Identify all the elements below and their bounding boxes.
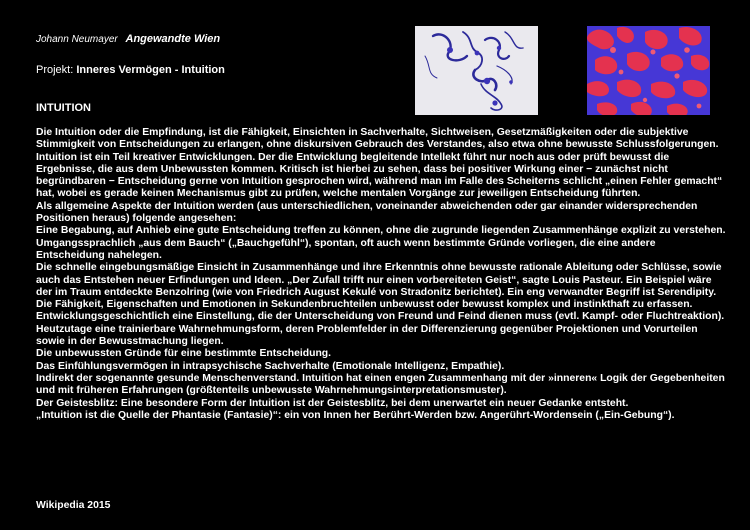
section-title: INTUITION [36,102,91,114]
project-line [36,64,225,76]
paragraph-aspect-perception: Die Fähigkeit, Eigenschaften und Emotionen in Sekundenbruchteilen unbewusst oder bewusst komplex und instinkthaft zu erfassen. Entwicklungsgeschichtlich eine Einstellung, die der Unterscheidung von Freund und Feind dienen muss (evtl. Kampf- oder Fluchtreaktion). Heutzutage eine trainierbare Wahrnehmungsform, deren Problemfelder in der Differenzierung gegenüber Projektionen und Vorurteilen sowie in der Bewusstmachung liegen. [36,299,725,348]
paragraph-aspect-brainwave: Der Geistesblitz: Eine besondere Form der Intuition ist der Geistesblitz, bei dem unerwartet ein neuer Gedanke entsteht. [36,397,629,409]
pattern-image [587,26,710,115]
paragraph-aspect-common-sense: Indirekt der sogenannte gesunde Menschenverstand. Intuition hat einen engen Zusammenhang mit der »inneren« Logik der Gegebenheiten und mit früheren Erfahrungen (größtenteils unbewusste Wahrnehmungsinterpretationsmuster). [36,372,725,397]
paragraph-definition: Die Intuition oder die Empfindung, ist die Fähigkeit, Einsichten in Sachverhalte, Sichtweisen, Gesetzmäßigkeiten oder die subjektive Stimmigkeit von Entscheidungen zu erlangen, ohne diskursiven Gebrauch des Verstandes, also etwa ohne bewusste Schlussfolgerungen. Intuition ist ein Teil kreativer Entwicklungen. Der die Entwicklung begleitende Intellekt führt nur noch aus oder prüft bewusst die Ergebnisse, die aus dem Unbewussten kommen. Kritisch ist hierbei zu sehen, dass bei positiver Wirkung einer − zunächst nicht begründbaren − Entscheidung gerne von Intuition gesprochen wird, während man im Falle des Scheiterns schlicht „einen Fehler gemacht“ hat, wobei es gerade keinen Mechanismus gibt zu prüfen, welche mentalen Vorgänge zur jeweiligen Entscheidung führten. [36,127,723,200]
paragraph-aspect-unconscious: Die unbewussten Gründe für eine bestimmte Entscheidung. [36,348,332,360]
paragraph-aspect-talent: Eine Begabung, auf Anhieb eine gute Entscheidung treffen zu können, ohne die zugrunde liegenden Zusammenhänge explizit zu verstehen. Umgangssprachlich „aus dem Bauch“ („Bauchgefühl“), spontan, oft auch wenn bestimmte Gründe vorliegen, die eine andere Entscheidung nahelegen. [36,225,726,261]
paragraph-aspects-intro: Als allgemeine Aspekte der Intuition werden (aus unterschiedlichen, voneinander abweichenden oder gar einander widersprechenden Positionen heraus) folgende angesehen: [36,200,698,225]
ink-drawing-image [415,26,538,115]
blue-ink-drawing-icon [415,26,538,115]
institution-name: Angewandte Wien [125,33,221,45]
project-label: Projekt: [36,64,74,76]
paragraph-aspect-fantasy: „Intuition ist die Quelle der Phantasie (Fantasie)“: ein von Innen her Berührt-Werden bzw. Angerührt-Wordensein („Ein-Gebung“). [36,409,675,421]
source-citation: Wikipedia 2015 [36,500,111,511]
paragraph-aspect-insight: Die schnelle eingebungsmäßige Einsicht in Zusammenhänge und ihre Erkenntnis ohne bewusste rationale Ableitung oder Schlüsse, sowie auch das Entstehen neuer Erfindungen und Ideen. „Der Zufall trifft nur einen vorbereiteten Geist“, sagte Louis Pasteur. Ein Beispiel wäre der im Traum entdeckte Benzolring (wie von Friedrich August Kekulé von Stradonitz berichtet). Ein eng verwandter Begriff ist Serendipity. [36,262,722,298]
project-name: Inneres Vermögen - Intuition [76,64,225,76]
intuition-text [36,127,726,422]
author-name: Johann Neumayer [36,34,118,45]
paragraph-aspect-empathy: Das Einfühlungsvermögen in intrapsychische Sachverhalte (Emotionale Intelligenz, Empathie). [36,360,505,372]
author-line [36,33,220,45]
red-blue-pattern-icon [587,26,710,115]
